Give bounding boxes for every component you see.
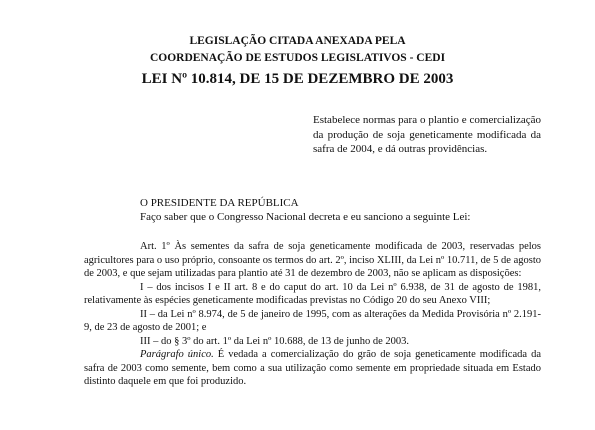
enactment-clause: Faço saber que o Congresso Nacional decreta e eu sanciono a seguinte Lei: [140, 211, 471, 223]
article-1: Art. 1º Às sementes da safra de soja geneticamente modificada de 2003, reservadas pelos agricultores para o uso próprio, consoante os termos do art. 2º, inciso XLIII, da Lei nº 10.711, de 5 de agosto de 2003, e que sejam utilizadas para plantio até 31 de dezembro de 2003, não se aplicam as disposições: [84, 241, 541, 279]
law-title: LEI Nº 10.814, DE 15 DE DEZEMBRO DE 2003 [141, 71, 454, 87]
law-ementa: Estabelece normas para o plantio e comercialização da produção de soja geneticamente modificada da safra de 2004, e dá outras providências. [313, 114, 541, 155]
article-1-inciso-1: I – dos incisos I e II art. 8 e do caput do art. 10 da Lei nº 6.938, de 31 de agosto de 1981, relativamente às espécies geneticamente modificadas previstas no Código 20 do seu Anexo VIII; [84, 281, 541, 306]
president-heading: O PRESIDENTE DA REPÚBLICA [140, 197, 299, 209]
article-1-inciso-3: III – do § 3º do art. 1º da Lei nº 10.688, de 13 de junho de 2003. [140, 335, 410, 347]
header-line-1: LEGISLAÇÃO CITADA ANEXADA PELA [189, 35, 406, 47]
paragrafo-unico-text: É vedada a comercialização do grão de soja geneticamente modificada da safra de 2003 como semente, bem como a sua utilização como semente em propriedade situada em Estado distinto daquele em que foi produzido. [84, 349, 541, 387]
header-line-2: COORDENAÇÃO DE ESTUDOS LEGISLATIVOS - CEDI [149, 52, 446, 64]
article-1-paragrafo-unico [84, 348, 541, 389]
law-body [84, 240, 541, 389]
document-header [0, 33, 595, 67]
article-1-inciso-2: II – da Lei nº 8.974, de 5 de janeiro de 1995, com as alterações da Medida Provisória nº 2.191-9, de 23 de agosto de 2001; e [84, 308, 541, 333]
paragrafo-unico-label: Parágrafo único. [140, 349, 214, 360]
